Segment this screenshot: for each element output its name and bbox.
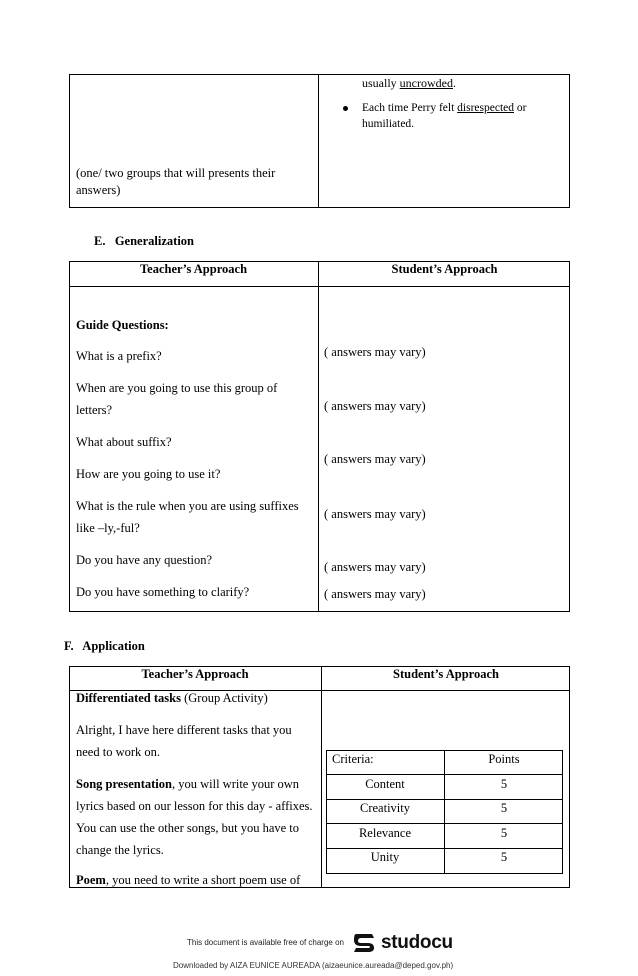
top-left-line-2: answers) xyxy=(76,183,121,197)
answer-6: ( answers may vary) xyxy=(324,587,426,601)
answer-2: ( answers may vary) xyxy=(324,399,426,413)
col-header-teacher: Teacher’s Approach xyxy=(139,262,248,276)
intro-line-1: Alright, I have here different tasks that you xyxy=(76,723,292,737)
criteria-rule-4 xyxy=(326,848,563,849)
criteria-name-content: Content xyxy=(365,777,405,791)
criteria-name-unity: Unity xyxy=(370,850,400,864)
poem-line-1: Poem, you need to write a short poem use of xyxy=(76,873,301,887)
col-header-student: Student’s Approach xyxy=(391,262,498,276)
top-left-line-1: (one/ two groups that will presents their xyxy=(76,166,276,180)
criteria-rule-2 xyxy=(326,799,563,800)
top-table-divider xyxy=(318,74,319,208)
question-1: What is a prefix? xyxy=(76,349,162,363)
footer-downloaded-text: Downloaded by AIZA EUNICE AUREADA (aizaeunice.aureada@deped.gov.ph) xyxy=(173,961,454,970)
application-divider xyxy=(321,666,322,888)
question-2: When are you going to use this group of xyxy=(76,381,278,395)
differentiated-tasks-line: Differentiated tasks (Group Activity) xyxy=(76,691,268,705)
song-line-1: Song presentation, you will write your own xyxy=(76,777,300,791)
bullet-icon xyxy=(343,106,348,111)
criteria-points-content: 5 xyxy=(500,777,508,791)
guide-questions-title: Guide Questions: xyxy=(76,318,169,332)
studocu-logo[interactable] xyxy=(352,930,453,956)
question-3: What about suffix? xyxy=(76,435,172,449)
criteria-name-creativity: Creativity xyxy=(360,801,410,815)
footer-available-text: This document is available free of charge on xyxy=(187,938,344,947)
bullet-line-2: humiliated. xyxy=(362,118,415,130)
song-line-3: You can use the other songs, but you have to xyxy=(76,821,300,835)
bullet-line-1: Each time Perry felt disrespected or xyxy=(362,102,527,114)
song-line-2: lyrics based on our lesson for this day - affixes. xyxy=(76,799,313,813)
generalization-divider xyxy=(318,261,319,612)
question-5: What is the rule when you are using suffixes xyxy=(76,499,299,513)
answer-3: ( answers may vary) xyxy=(324,452,426,466)
criteria-rule-3 xyxy=(326,823,563,824)
criteria-rule-1 xyxy=(326,774,563,775)
answer-1: ( answers may vary) xyxy=(324,345,426,359)
generalization-header-rule xyxy=(69,286,570,287)
answer-5: ( answers may vary) xyxy=(324,560,426,574)
app-col-header-teacher: Teacher’s Approach xyxy=(141,667,249,681)
question-6: Do you have any question? xyxy=(76,553,213,567)
intro-line-2: need to work on. xyxy=(76,745,161,759)
top-table xyxy=(69,74,570,208)
criteria-points-relevance: 5 xyxy=(500,826,508,840)
question-2-cont: letters? xyxy=(76,403,113,417)
criteria-name-relevance: Relevance xyxy=(358,826,412,840)
app-col-header-student: Student’s Approach xyxy=(393,667,499,681)
criteria-header: Criteria: xyxy=(332,752,374,766)
question-7: Do you have something to clarify? xyxy=(76,585,250,599)
answer-4: ( answers may vary) xyxy=(324,507,426,521)
top-right-continued-text: usually uncrowded. xyxy=(362,76,456,90)
criteria-points-creativity: 5 xyxy=(500,801,508,815)
song-line-4: change the lyrics. xyxy=(76,843,164,857)
question-5-cont: like –ly,-ful? xyxy=(76,521,140,535)
criteria-points-unity: 5 xyxy=(500,850,508,864)
section-f-heading: F. Application xyxy=(64,639,145,653)
studocu-brand-text: studocu xyxy=(381,932,453,953)
studocu-logo-icon xyxy=(352,931,378,955)
question-4: How are you going to use it? xyxy=(76,467,221,481)
section-e-heading: E. Generalization xyxy=(94,234,194,248)
points-header: Points xyxy=(488,752,520,766)
